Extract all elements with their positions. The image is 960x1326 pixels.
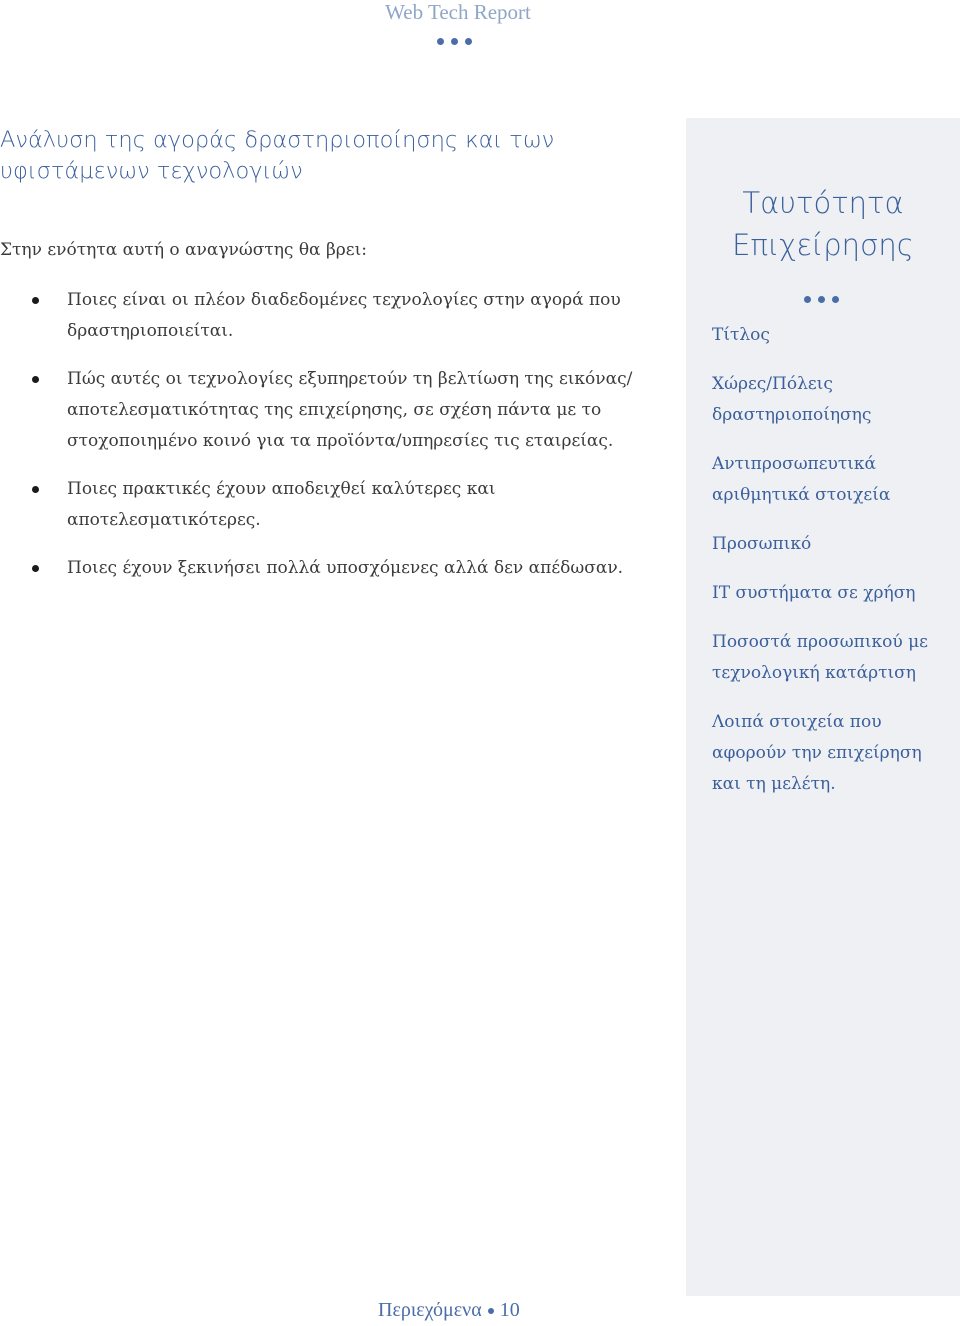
sidebar-item-title: Τίτλος	[712, 325, 770, 345]
sidebar-item-staff: Προσωπικό	[712, 534, 812, 554]
footer-separator-dot	[488, 1308, 494, 1314]
bullet-icon	[32, 297, 39, 304]
dot	[465, 38, 472, 45]
list-item-text: Ποιες έχουν ξεκινήσει πολλά υποσχόμενες αλλά δεν απέδωσαν.	[67, 558, 624, 578]
dot	[451, 38, 458, 45]
list-item	[0, 474, 660, 536]
sidebar-panel	[686, 118, 960, 1296]
page-number: 10	[499, 1299, 520, 1321]
sidebar-item-it-systems: IT συστήματα σε χρήση	[712, 583, 916, 603]
bullet-icon	[32, 565, 39, 572]
sidebar-item-key-figures: Αντιπροσωπευτικά αριθμητικά στοιχεία	[712, 454, 891, 505]
dot	[437, 38, 444, 45]
list-item-text: Ποιες πρακτικές έχουν αποδειχθεί καλύτερες και αποτελεσματικότερες.	[67, 479, 496, 530]
sidebar-item-list	[712, 320, 952, 818]
sidebar-item-staff-tech-training: Ποσοστά προσωπικού με τεχνολογική κατάρτιση	[712, 632, 928, 683]
dot	[832, 296, 839, 303]
header-ellipsis-dots	[437, 38, 472, 45]
list-item	[0, 553, 660, 584]
running-header-title: Web Tech Report	[385, 0, 531, 24]
intro-text: Στην ενότητα αυτή ο αναγνώστης θα βρει:	[0, 240, 367, 260]
list-item	[0, 364, 660, 457]
bullet-icon	[32, 376, 39, 383]
section-title: Ανάλυση της αγοράς δραστηριοποίησης και των υφιστάμενων τεχνολογιών	[0, 127, 555, 184]
sidebar-title: Ταυτότητα Επιχείρησης	[732, 186, 914, 262]
sidebar-item-countries-cities: Χώρες/Πόλεις δραστηριοποίησης	[712, 374, 872, 425]
sidebar-ellipsis-dots	[804, 296, 839, 303]
bullet-list	[0, 285, 660, 601]
dot	[804, 296, 811, 303]
footer-section-label: Περιεχόμενα	[378, 1299, 482, 1321]
list-item	[0, 285, 660, 347]
list-item-text: Πώς αυτές οι τεχνολογίες εξυπηρετούν τη βελτίωση της εικόνας/αποτελεσματικότητας της επιχείρησης, σε σχέση πάντα με το στοχοποιημένο κοινό για τα προϊόντα/υπηρεσίες τις εταιρείας.	[67, 369, 633, 451]
page-footer	[378, 1296, 520, 1324]
list-item-text: Ποιες είναι οι πλέον διαδεδομένες τεχνολογίες στην αγορά που δραστηριοποιείται.	[67, 290, 621, 341]
sidebar-item-other-info: Λοιπά στοιχεία που αφορούν την επιχείρηση και τη μελέτη.	[712, 712, 922, 794]
bullet-icon	[32, 486, 39, 493]
dot	[818, 296, 825, 303]
